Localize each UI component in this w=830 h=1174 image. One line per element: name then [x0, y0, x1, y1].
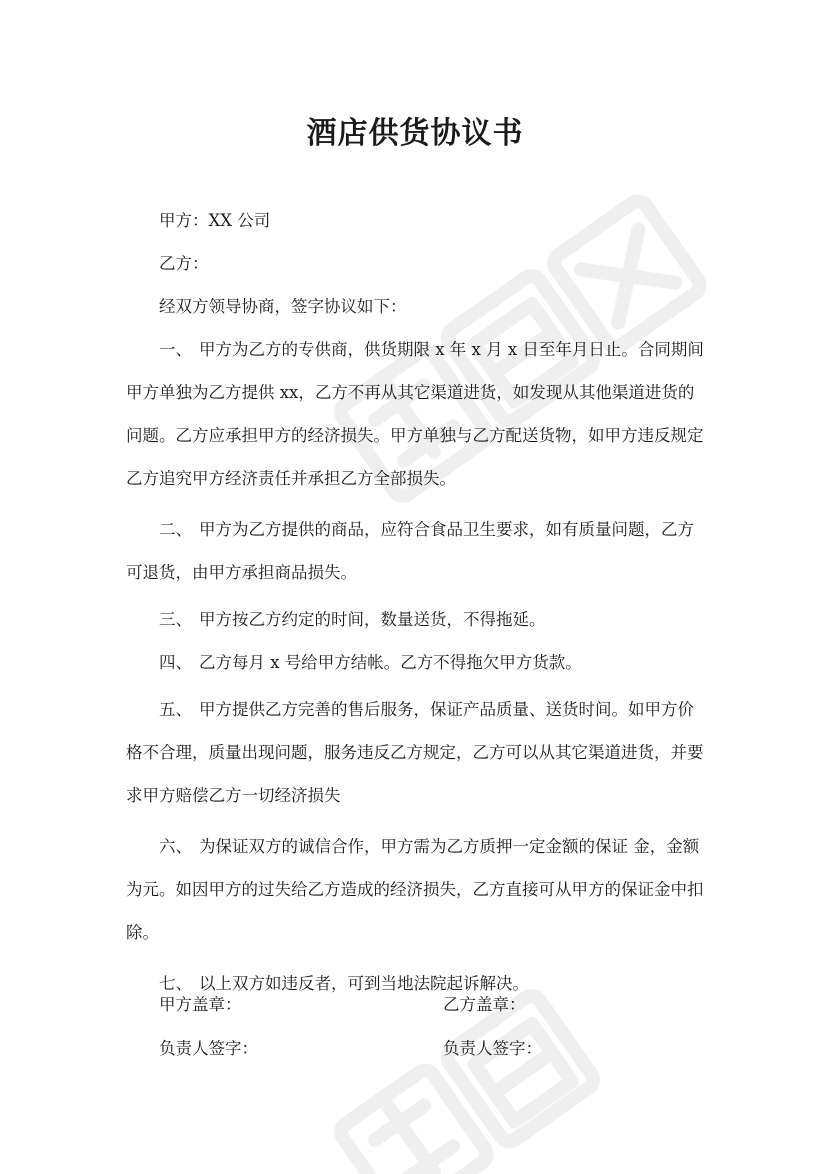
party-b-seal-label: 乙方盖章：: [443, 995, 526, 1014]
clause-number: 三、: [159, 610, 192, 629]
clause-line: 甲方单独为乙方提供 xx，乙方不再从其它渠道进货，如发现从其他渠道进货的: [126, 383, 695, 402]
clause-number: 五、: [159, 700, 192, 719]
clause-number: 七、: [159, 974, 192, 993]
clause-6: [126, 825, 710, 954]
clause-line: 求甲方赔偿乙方一切经济损失: [126, 786, 341, 805]
document-body: [126, 199, 710, 1005]
clause-line: [126, 641, 710, 684]
clause-line: 为元。如因甲方的过失给乙方造成的经济损失，乙方直接可从甲方的保证金中扣: [126, 880, 704, 899]
clause-line: [126, 328, 710, 371]
clause-line: [126, 598, 710, 641]
clause-1: [126, 328, 710, 500]
seal-row: [159, 993, 719, 1017]
clause-5: [126, 688, 710, 817]
clause-line: [126, 508, 710, 551]
clause-number: 六、: [159, 837, 192, 856]
clause-line: 乙方追究甲方经济责任并承担乙方全部损失。: [126, 469, 456, 488]
clause-line: 除。: [126, 923, 159, 942]
clause-line: 格不合理，质量出现问题，服务违反乙方规定，乙方可以从其它渠道进货，并要: [126, 743, 704, 762]
party-a-seal-label: 甲方盖章：: [159, 995, 242, 1014]
document-title: 酒店供货协议书: [306, 116, 524, 151]
clause-line: [126, 688, 710, 731]
clause-text: 以上双方如违反者，可到当地法院起诉解决。: [199, 974, 529, 993]
clause-text: 甲方为乙方提供的商品，应符合食品卫生要求，如有质量问题，乙方: [199, 520, 694, 539]
clause-text: 甲方为乙方的专供商，供货期限 x 年 x 月 x 日至年月日止。合同期间: [199, 340, 704, 359]
clause-number: 一、: [159, 340, 192, 359]
clause-4: [126, 641, 710, 684]
clause-number: 四、: [159, 653, 192, 672]
party-a-signer-label: 负责人签字：: [159, 1039, 258, 1058]
signer-row: [159, 1037, 719, 1061]
intro-line: 经双方领导协商，签字协议如下：: [159, 297, 407, 316]
clause-2: [126, 508, 710, 594]
clause-text: 乙方每月 x 号给甲方结帐。乙方不得拖欠甲方货款。: [199, 653, 582, 672]
clause-text: 为保证双方的诚信合作，甲方需为乙方质押一定金额的保证 金，金额: [199, 837, 700, 856]
clause-text: 甲方按乙方约定的时间，数量送货，不得拖延。: [199, 610, 546, 629]
clause-number: 二、: [159, 520, 192, 539]
clause-line: 问题。乙方应承担甲方的经济损失。甲方单独与乙方配送货物，如甲方违反规定: [126, 426, 704, 445]
clause-line: [126, 825, 710, 868]
clause-3: [126, 598, 710, 641]
party-b-signer-label: 负责人签字：: [443, 1039, 542, 1058]
clause-line: 可退货，由甲方承担商品损失。: [126, 563, 357, 582]
clause-text: 甲方提供乙方完善的售后服务，保证产品质量、送货时间。如甲方价: [199, 700, 694, 719]
party-b-line: 乙方：: [159, 254, 209, 273]
party-a-line: 甲方：XX 公司: [159, 211, 271, 230]
